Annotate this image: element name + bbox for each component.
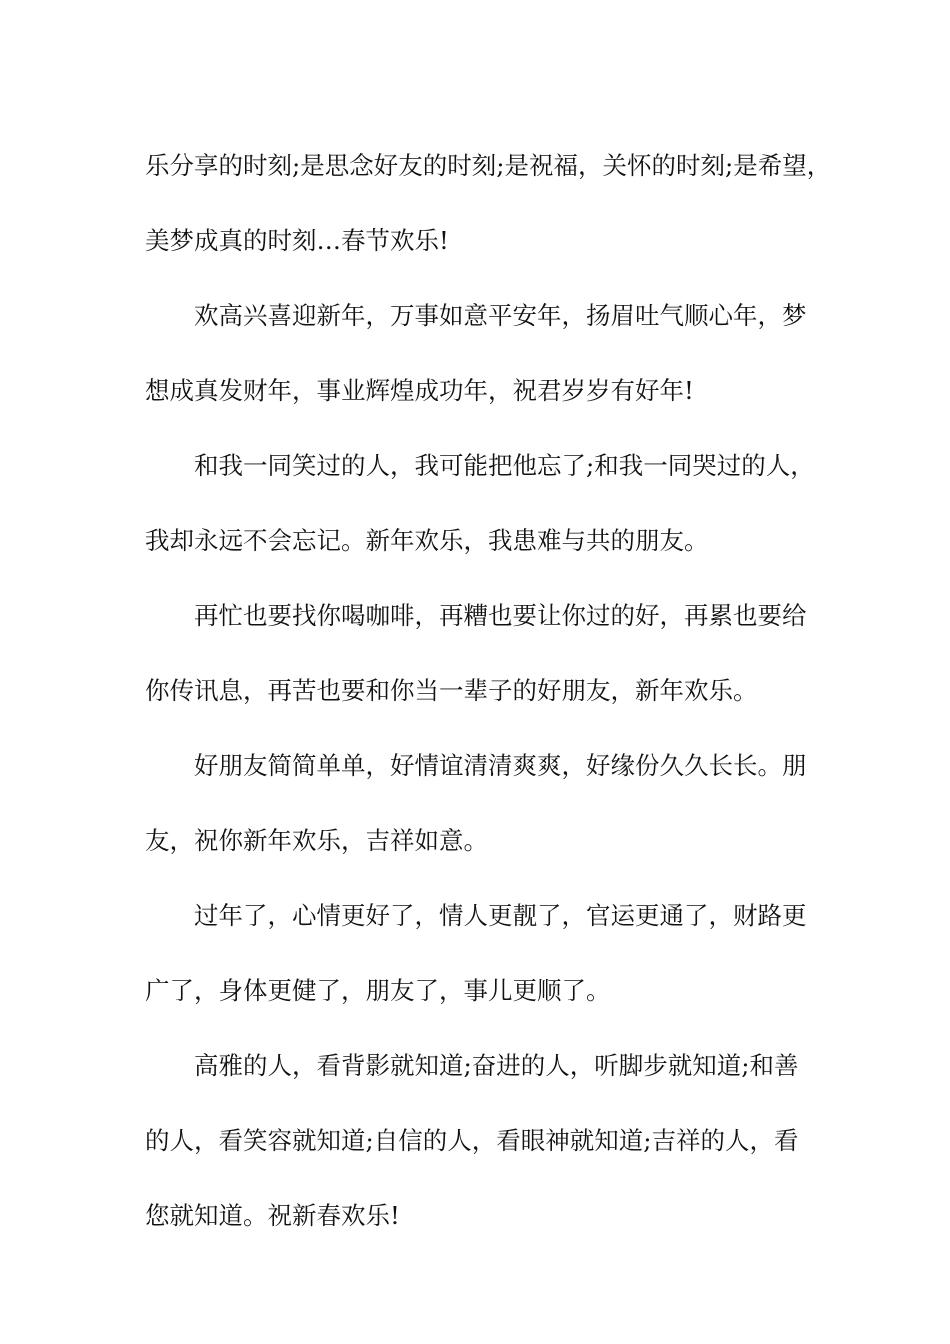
paragraph-7 — [145, 1028, 830, 1253]
text-line: 好朋友简简单单，好情谊清清爽爽，好缘份久久长长。朋 — [194, 751, 807, 780]
paragraph-6 — [145, 878, 830, 1028]
document-body — [145, 128, 830, 1253]
text-line: 您就知道。祝新春欢乐! — [145, 1201, 400, 1230]
text-line: 欢高兴喜迎新年，万事如意平安年，扬眉吐气顺心年，梦 — [194, 301, 807, 330]
text-line: 乐分享的时刻;是思念好友的时刻;是祝福，关怀的时刻;是希望， — [145, 151, 832, 180]
text-line: 和我一同笑过的人，我可能把他忘了;和我一同哭过的人， — [194, 451, 815, 480]
paragraph-2 — [145, 278, 830, 428]
paragraph-5 — [145, 728, 830, 878]
text-line: 再忙也要找你喝咖啡，再糟也要让你过的好，再累也要给 — [194, 601, 807, 630]
text-line: 高雅的人，看背影就知道;奋进的人，听脚步就知道;和善 — [194, 1051, 799, 1080]
text-line: 广了，身体更健了，朋友了，事儿更顺了。 — [145, 976, 611, 1005]
text-line: 我却永远不会忘记。新年欢乐，我患难与共的朋友。 — [145, 526, 709, 555]
text-line: 友，祝你新年欢乐，吉祥如意。 — [145, 826, 488, 855]
text-line: 你传讯息，再苦也要和你当一辈子的好朋友，新年欢乐。 — [145, 676, 758, 705]
text-line: 想成真发财年，事业辉煌成功年，祝君岁岁有好年! — [145, 376, 694, 405]
paragraph-3 — [145, 428, 830, 578]
paragraph-1 — [145, 128, 830, 278]
text-line: 美梦成真的时刻…春节欢乐! — [145, 226, 449, 255]
text-line: 的人，看笑容就知道;自信的人，看眼神就知道;吉祥的人，看 — [145, 1126, 799, 1155]
paragraph-4 — [145, 578, 830, 728]
text-line: 过年了，心情更好了，情人更靓了，官运更通了，财路更 — [194, 901, 807, 930]
